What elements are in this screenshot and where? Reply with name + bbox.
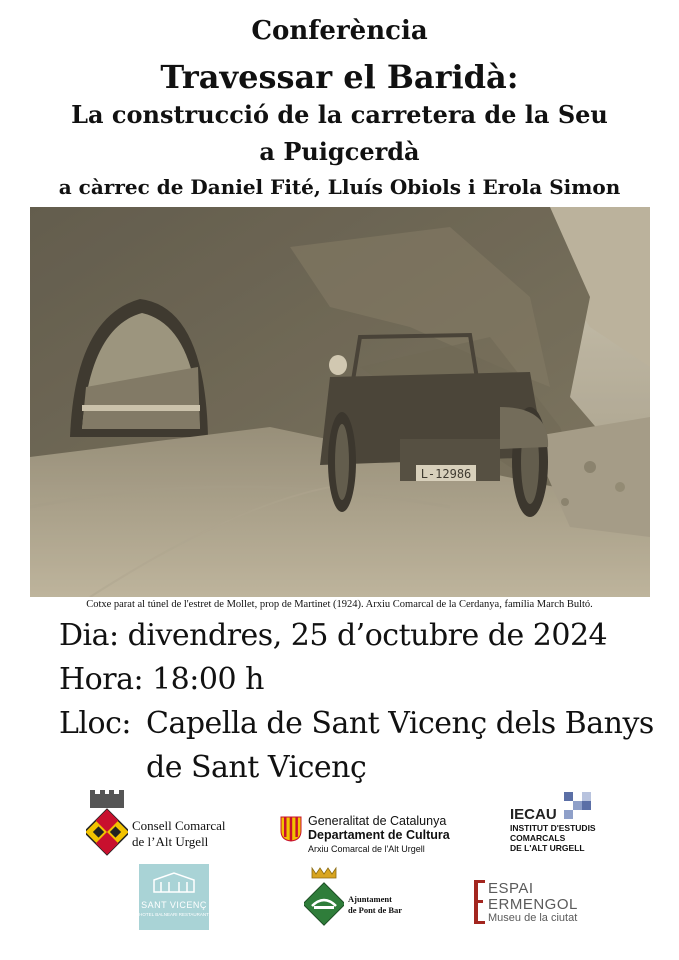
gencat-line2: Departament de Cultura <box>308 828 450 842</box>
espai-ermengol-logo <box>474 880 594 924</box>
event-type: Conferència <box>251 16 428 46</box>
license-plate: L-12986 <box>420 467 472 481</box>
sant-vicenc-sub: HOTEL BALNEARI RESTAURANT <box>139 912 209 917</box>
event-subtitle-line2: a Puigcerdà <box>259 137 420 166</box>
event-place-label: Lloc: <box>59 706 131 741</box>
sant-vicenc-name: SANT VICENÇ <box>141 900 207 910</box>
ajuntament-crest-icon <box>304 866 344 928</box>
iecau-squares-icon <box>554 792 594 822</box>
gencat-line3: Arxiu Comarcal de l'Alt Urgell <box>308 844 425 854</box>
historic-photo <box>30 207 650 597</box>
photo-caption: Cotxe parat al túnel de l'estret de Mollet, prop de Martinet (1924). Arxiu Comarcal de la Cerdanya, família March Bultó. <box>86 599 593 610</box>
consell-comarcal-logo <box>86 790 246 860</box>
espai-line3: Museu de la ciutat <box>488 912 578 924</box>
consell-name-line2: de l’Alt Urgell <box>132 834 209 849</box>
iecau-logo <box>508 792 608 854</box>
ajuntament-pont-de-bar-logo <box>304 866 404 928</box>
event-date: Dia: divendres, 25 d’octubre de 2024 <box>59 618 608 653</box>
generalitat-shield-icon <box>280 816 302 842</box>
consell-name-line1: Consell Comarcal <box>132 818 226 833</box>
ajuntament-line2: de Pont de Bar <box>348 905 403 915</box>
iecau-line3: DE L'ALT URGELL <box>510 843 585 853</box>
iecau-line2: COMARCALS <box>510 833 566 843</box>
event-speakers: a càrrec de Daniel Fité, Lluís Obiols i Erola Simon <box>58 175 621 199</box>
generalitat-logo <box>280 814 460 854</box>
building-icon <box>149 872 199 894</box>
ajuntament-line1: Ajuntament <box>348 894 392 904</box>
sant-vicenc-logo <box>139 864 209 930</box>
iecau-abbr: IECAU <box>510 806 557 823</box>
espai-line2: ERMENGOL <box>488 896 578 913</box>
event-subtitle-line1: La construcció de la carretera de la Seu <box>71 100 608 129</box>
event-place-line1: Capella de Sant Vicenç dels Banys <box>146 706 654 741</box>
consell-crest-icon <box>86 790 128 858</box>
iecau-line1: INSTITUT D'ESTUDIS <box>510 823 596 833</box>
event-place-line2: de Sant Vicenç <box>146 750 367 785</box>
espai-e-icon <box>474 880 486 924</box>
espai-line1: ESPAI <box>488 880 534 897</box>
gencat-line1: Generalitat de Catalunya <box>308 814 447 828</box>
event-title: Travessar el Baridà: <box>160 58 519 96</box>
event-time: Hora: 18:00 h <box>59 662 264 697</box>
